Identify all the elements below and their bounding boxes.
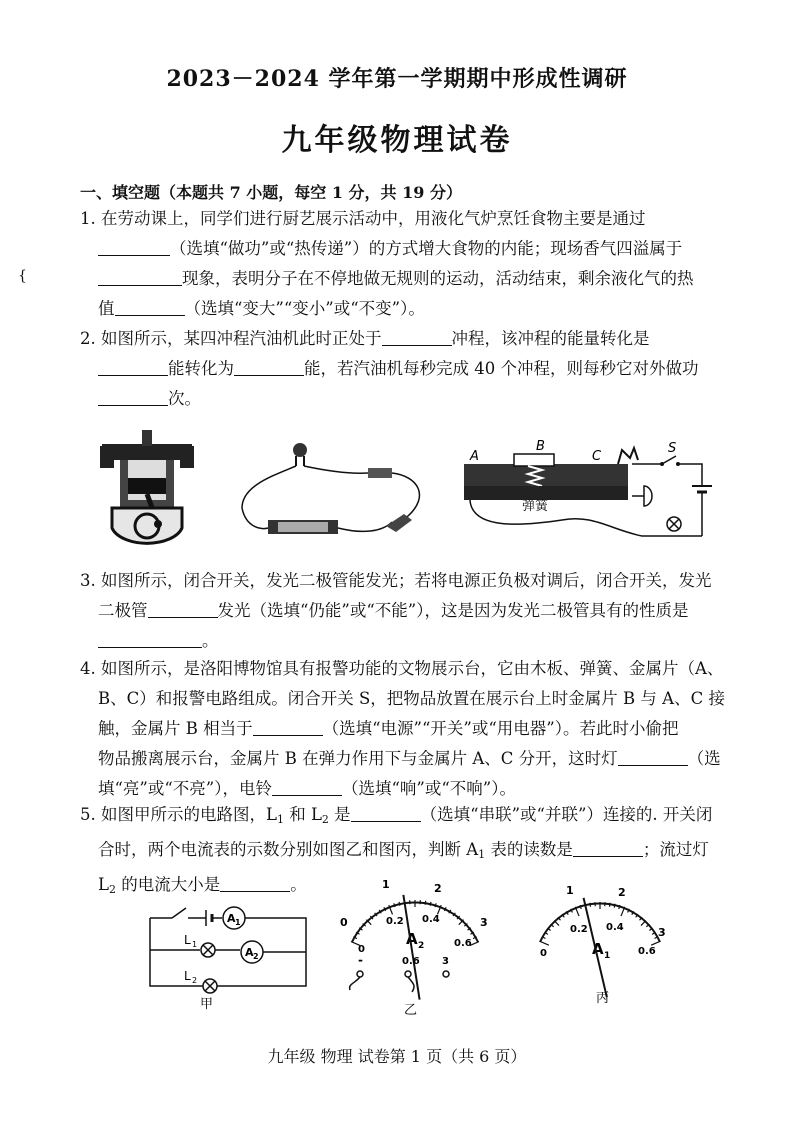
wire [242, 466, 296, 529]
ammeter-yi-figure [328, 878, 504, 1024]
meter-name: A [406, 930, 418, 948]
q4-line3: 触，金属片 B 相当于 （选填“电源”“开关”或“用电器”）。若此时小偷把 [98, 719, 679, 738]
led-circuit-figure [232, 436, 432, 546]
ammeter-bing-figure [518, 884, 682, 1014]
bell-icon [644, 486, 652, 506]
top-tick-1: 1 [382, 878, 390, 891]
inner-tick-0-4: 0.4 [422, 914, 440, 925]
circuit-diagram-jia [140, 896, 320, 1014]
engine-figure [98, 428, 196, 548]
svg-text:2: 2 [192, 976, 198, 985]
meter-ticks [540, 902, 661, 945]
q1-line2: （选填“做功”或“热传递”）的方式增大食物的内能；现场香气四溢属于 [80, 234, 740, 264]
answer-blank[interactable] [115, 297, 185, 316]
terminal-minus [357, 971, 363, 977]
inner-tick-0-2: 0.2 [386, 916, 404, 927]
exam-subject-title: 九年级物理试卷 [281, 123, 513, 158]
page-footer: 九年级 物理 试卷第 1 页（共 6 页） [267, 1047, 527, 1066]
q4-line2: B、C）和报警电路组成。闭合开关 S，把物品放置在展示台上时金属片 B 与 A、C 接 [98, 689, 725, 708]
q3-line3: 。 [80, 626, 740, 656]
q4-line4: 物品搬离展示台，金属片 B 在弹力作用下与金属片 A、C 分开，这时灯 （选 [98, 749, 721, 768]
wooden-board [464, 464, 628, 486]
q3-line2: 二极管 发光（选填“仍能”或“不能”），这是因为发光二极管具有的性质是 [98, 601, 689, 620]
inner-tick-0-6: 0.6 [454, 938, 472, 949]
resistor-icon [368, 468, 392, 478]
inner-tick-0-2: 0.2 [570, 924, 588, 935]
question-3 [80, 566, 740, 656]
q3-line1: 3. 如图所示，闭合开关，发光二极管能发光；若将电源正负极对调后，闭合开关，发光 [80, 571, 712, 590]
ammeter-a1-label: A [227, 912, 236, 925]
q1-line3: 现象，表明分子在不停地做无规则的运动，活动结束，剩余液化气的热 [80, 264, 740, 294]
meter-name: A [592, 940, 604, 958]
figure-caption-jia: 甲 [200, 997, 214, 1012]
metal-plate-b [514, 454, 554, 466]
answer-blank[interactable] [98, 267, 182, 286]
wire [304, 466, 368, 473]
answer-blank[interactable] [220, 873, 290, 892]
q1-line1: 1. 在劳动课上，同学们进行厨艺展示活动中，用液化气炉烹饪食物主要是通过 [80, 209, 646, 228]
led-icon [293, 443, 307, 457]
meter-tick [425, 901, 426, 905]
top-tick-2: 2 [434, 882, 442, 895]
svg-text:1: 1 [235, 918, 241, 927]
meter-tick [590, 903, 591, 907]
label-c: C [592, 449, 602, 464]
margin-mark: { [18, 268, 27, 284]
exam-title: 2023－2024 学年第一学期期中形成性调研 [166, 66, 628, 92]
engine-head [102, 444, 192, 460]
terminal-minus-label: - [358, 953, 363, 967]
label-a: A [470, 449, 479, 464]
svg-text:2: 2 [418, 941, 425, 951]
wire [392, 473, 419, 523]
top-tick-1: 1 [566, 884, 574, 897]
q2-line1: 2. 如图所示，某四冲程汽油机此时正处于 冲程，该冲程的能量转化是 [80, 329, 650, 348]
question-1 [80, 204, 740, 324]
meter-tick [554, 921, 559, 926]
lamp-l2-label: L [184, 969, 191, 983]
question-4 [80, 654, 740, 804]
section-heading: 一、填空题（本题共 7 小题，每空 1 分，共 19 分） [80, 183, 462, 202]
right-tick-3: 3 [480, 916, 488, 929]
exhaust-port [180, 446, 194, 468]
label-spring: 弹簧 [522, 499, 549, 514]
meter-tick [651, 941, 660, 945]
switch-s-icon [662, 456, 676, 464]
label-s: S [668, 441, 677, 456]
terminal-0-6-label: 0.6 [402, 956, 420, 967]
q5-line1: 5. 如图甲所示的电路图，$L_1$ 和 $L_2$ 是 （选填“串联”或“并联”）连接的. 开关闭 [80, 805, 713, 826]
answer-blank[interactable] [234, 357, 304, 376]
answer-blank[interactable] [253, 717, 323, 736]
inner-tick-0: 0 [540, 948, 547, 959]
answer-blank[interactable] [618, 747, 688, 766]
alarm-display-figure [462, 440, 720, 546]
terminal-3 [443, 971, 449, 977]
figure-caption-bing: 丙 [596, 991, 610, 1006]
inner-tick-0: 0 [358, 944, 365, 955]
terminal-0-6 [405, 971, 411, 977]
q4-line5: 填“亮”或“不亮”），电铃 （选填“响”或“不响”）。 [98, 779, 516, 798]
meter-scale-arc [540, 903, 660, 942]
wire [338, 522, 392, 531]
meter-tick [540, 941, 549, 945]
q2-line3: 次。 [80, 384, 740, 414]
right-tick-3: 3 [658, 926, 666, 939]
spark-plug-icon [142, 430, 152, 446]
svg-text:2: 2 [253, 952, 259, 961]
switch-icon [172, 908, 186, 918]
lamp-l1-label: L [184, 933, 191, 947]
q1-line4: 值 （选填“变大”“变小”或“不变”）。 [98, 299, 425, 318]
terminal-3-label: 3 [442, 956, 449, 967]
piston [128, 478, 166, 494]
wire [350, 977, 360, 990]
q4-line1: 4. 如图所示，是洛阳博物馆具有报警功能的文物展示台，它由木板、弹簧、金属片（A、 [80, 659, 724, 678]
ammeter-a2-label: A [245, 946, 254, 959]
inner-tick-0-4: 0.4 [606, 922, 624, 933]
q2-line2: 能转化为 能，若汽油机每秒完成 40 个冲程，则每秒它对外做功 [80, 354, 740, 384]
answer-blank[interactable] [272, 777, 342, 796]
svg-text:1: 1 [192, 940, 198, 949]
wire [470, 500, 702, 536]
inner-tick-0-6: 0.6 [638, 946, 656, 957]
left-tick-0: 0 [340, 916, 348, 929]
figure-caption-yi: 乙 [404, 1003, 418, 1018]
meter-tick [641, 921, 646, 926]
svg-text:1: 1 [604, 951, 611, 961]
answer-blank[interactable] [98, 237, 170, 256]
answer-blank[interactable] [98, 387, 168, 406]
label-b: B [536, 440, 545, 454]
answer-blank[interactable] [351, 803, 421, 822]
answer-blank[interactable] [382, 327, 452, 346]
q5-line3: $L_2$ 的电流大小是 。 [98, 875, 307, 896]
answer-blank[interactable] [98, 629, 202, 648]
wire [408, 977, 414, 992]
answer-blank[interactable] [573, 838, 643, 857]
answer-blank[interactable] [148, 599, 218, 618]
q5-line2: 合时，两个电流表的示数分别如图乙和图丙，判断 $A_1$ 表的读数是 ；流过灯 [98, 840, 709, 861]
meter-tick [609, 903, 610, 907]
crank-pin [154, 520, 162, 528]
top-tick-2: 2 [618, 886, 626, 899]
question-2 [80, 324, 740, 414]
intake-port [100, 446, 114, 468]
answer-blank[interactable] [98, 357, 168, 376]
